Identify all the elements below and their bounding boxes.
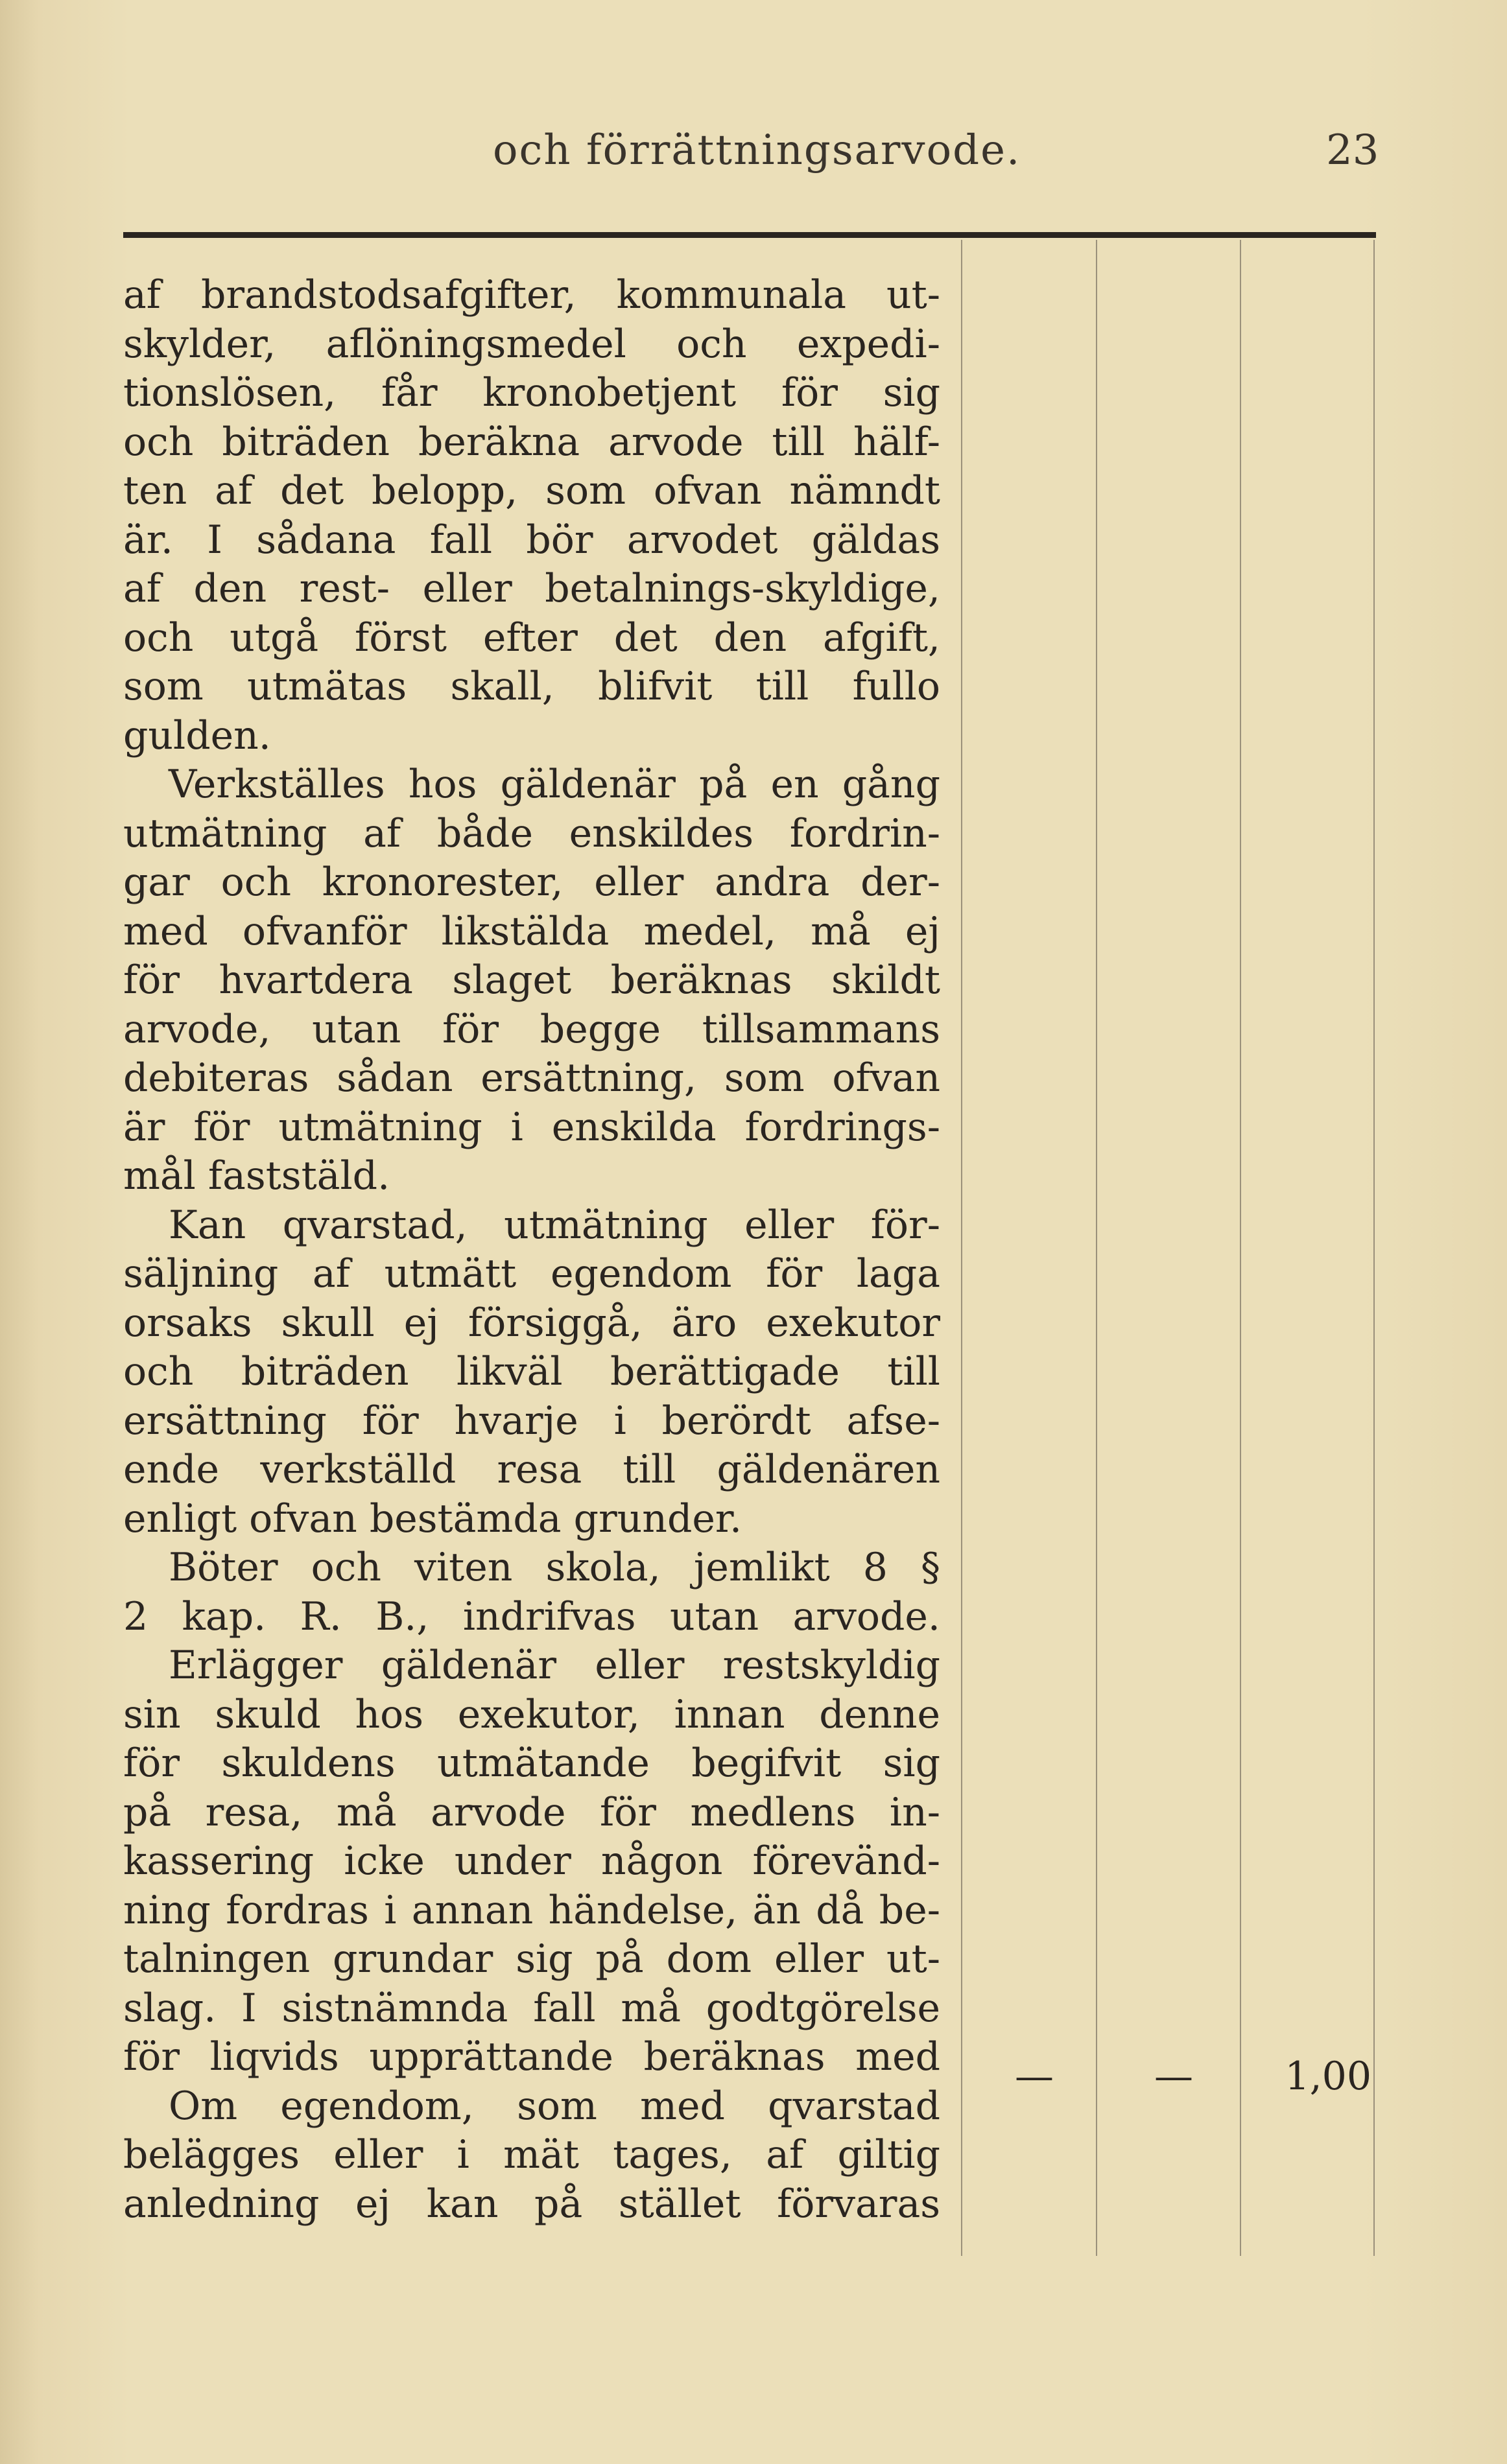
text-line: och utgå först efter det den afgift, [123, 615, 940, 661]
text-line: för hvartdera slaget beräknas skildt [123, 957, 940, 1003]
text-line: på resa, må arvode för medlens in- [123, 1789, 940, 1835]
text-line: för skuldens utmätande begifvit sig [123, 1741, 940, 1786]
text-line: mål faststäld. [123, 1153, 390, 1199]
text-line: med ofvanför likstälda medel, må ej [123, 908, 940, 954]
header-rule [123, 232, 1376, 238]
amount-column-3-value: 1,00 [1285, 2054, 1371, 2099]
amount-column-1-dash: — [1015, 2054, 1054, 2099]
text-line: Verkställes hos gäldenär på en gång [169, 762, 940, 807]
text-line: af brandstodsafgifter, kommunala ut- [123, 272, 940, 318]
text-line: tionslösen, får kronobetjent för sig [123, 370, 940, 416]
column-rule-2 [1096, 240, 1097, 2256]
text-line: gulden. [123, 712, 271, 758]
text-line: debiteras sådan ersättning, som ofvan [123, 1055, 940, 1101]
text-line: är. I sådana fall bör arvodet gäldas [123, 517, 940, 563]
text-line: Böter och viten skola, jemlikt 8 § [169, 1545, 940, 1590]
text-line: och biträden beräkna arvode till hälf- [123, 419, 940, 465]
column-rule-3 [1240, 240, 1241, 2256]
text-line: är för utmätning i enskilda fordrings- [123, 1104, 940, 1150]
text-line: talningen grundar sig på dom eller ut- [123, 1936, 940, 1982]
text-line: 2 kap. R. B., indrifvas utan arvode. [123, 1593, 940, 1639]
text-line: gar och kronorester, eller andra der- [123, 860, 940, 905]
body-text [123, 271, 940, 2229]
text-line: säljning af utmätt egendom för laga [123, 1251, 940, 1297]
text-line: ende verkställd resa till gäldenären [123, 1447, 940, 1492]
text-line: som utmätas skall, blifvit till fullo [123, 664, 940, 709]
running-header-title: och förrättningsarvode. [493, 126, 1021, 174]
text-line: enligt ofvan bestämda grunder. [123, 1496, 742, 1542]
text-line: slag. I sistnämnda fall må godtgörelse [123, 1985, 940, 2031]
column-rule-4 [1373, 240, 1375, 2256]
page-number: 23 [1326, 126, 1379, 174]
text-line: ning fordras i annan händelse, än då be- [123, 1887, 940, 1933]
text-line: belägges eller i mät tages, af giltig [123, 2132, 940, 2177]
text-line: och biträden likväl berättigade till [123, 1349, 940, 1394]
text-line: ersättning för hvarje i berördt afse- [123, 1398, 940, 1444]
text-line: för liqvids upprättande beräknas med [123, 2034, 940, 2080]
text-line: arvode, utan för begge tillsammans [123, 1006, 940, 1052]
text-line: orsaks skull ej försiggå, äro exekutor [123, 1300, 940, 1346]
text-line: Kan qvarstad, utmätning eller för- [169, 1202, 940, 1248]
text-line: af den rest- eller betalnings-skyldige, [123, 566, 940, 611]
text-line: ten af det belopp, som ofvan nämndt [123, 468, 940, 513]
text-line: skylder, aflöningsmedel och expedi- [123, 321, 940, 367]
text-line: utmätning af både enskildes fordrin- [123, 810, 940, 856]
column-rule-1 [961, 240, 962, 2256]
text-line: sin skuld hos exekutor, innan denne [123, 1691, 940, 1737]
text-line: Om egendom, som med qvarstad [169, 2083, 940, 2129]
amount-column-2-dash: — [1154, 2054, 1193, 2099]
text-line: Erlägger gäldenär eller restskyldig [169, 1643, 940, 1688]
text-line: kassering icke under någon förevänd- [123, 1838, 940, 1884]
text-line: anledning ej kan på stället förvaras [123, 2181, 940, 2227]
